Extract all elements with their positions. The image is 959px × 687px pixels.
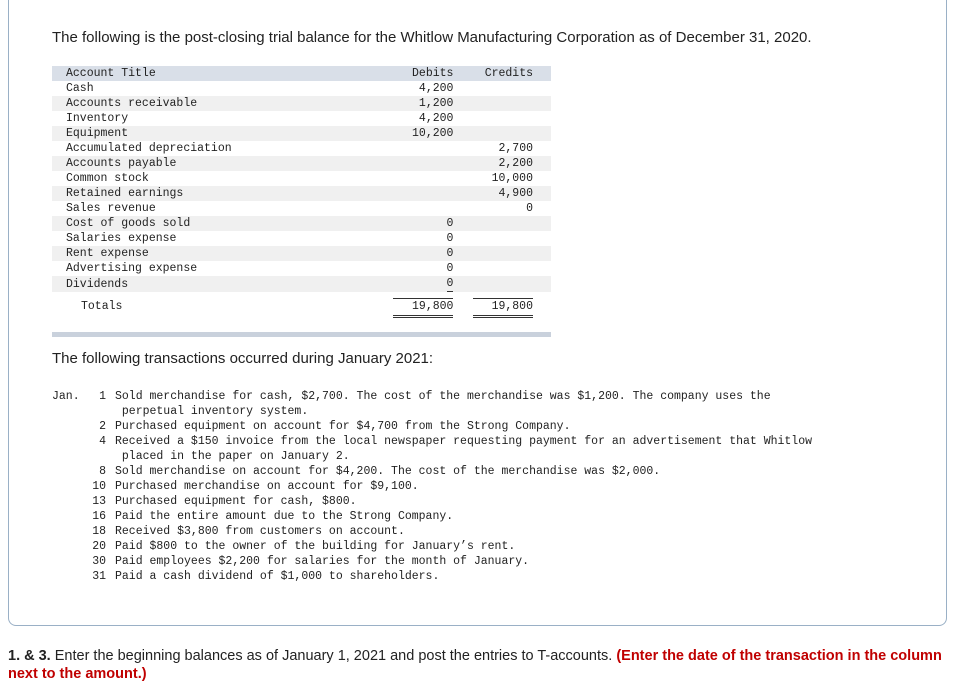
table-spacer — [52, 322, 551, 332]
credit-amount — [457, 111, 551, 126]
transaction-day: 10 — [92, 480, 106, 493]
transaction-description: Paid a cash dividend of $1,000 to shareholders. — [115, 570, 440, 583]
account-name: Accounts receivable — [52, 96, 378, 111]
table-row — [52, 156, 551, 171]
credit-amount — [457, 216, 551, 231]
totals-label: Totals — [81, 300, 123, 313]
totals-debit-cell — [378, 292, 458, 322]
transaction-day: 1 — [99, 390, 106, 403]
debit-cell — [378, 171, 458, 186]
totals-debit: 19,800 — [393, 298, 453, 318]
debit-cell — [378, 186, 458, 201]
debit-amount: 4,200 — [418, 82, 454, 95]
header-debits: Debits — [378, 66, 458, 81]
transaction-description: perpetual inventory system. — [115, 405, 309, 418]
transaction-description: Purchased equipment on account for $4,700 from the Strong Company. — [115, 420, 571, 433]
account-name: Inventory — [66, 112, 129, 125]
debit-cell — [378, 156, 458, 171]
debit-cell — [378, 96, 458, 111]
debit-cell — [378, 231, 458, 246]
credit-amount — [457, 276, 551, 292]
debit-amount: 0 — [446, 217, 454, 230]
trial-balance-table — [52, 66, 551, 337]
credit-amount — [457, 231, 551, 246]
credit-amount — [457, 246, 551, 261]
credit-amount: 0 — [526, 202, 533, 215]
table-row — [52, 276, 551, 292]
debit-cell — [378, 81, 458, 96]
totals-credit: 19,800 — [473, 298, 533, 318]
debit-cell — [378, 216, 458, 231]
debit-cell — [378, 201, 458, 216]
transaction-day: 13 — [92, 495, 106, 508]
transaction-description: placed in the paper on January 2. — [115, 450, 350, 463]
debit-amount: 0 — [446, 232, 454, 245]
table-row — [52, 81, 551, 96]
question-prompt — [8, 647, 948, 683]
table-row — [52, 171, 551, 186]
account-name: Accumulated depreciation — [66, 142, 232, 155]
transaction-day: 16 — [92, 510, 106, 523]
transaction-description: Sold merchandise on account for $4,200. The cost of the merchandise was $2,000. — [115, 465, 661, 478]
transaction-month: Jan. — [52, 390, 80, 403]
debit-amount: 0 — [446, 262, 454, 275]
credit-amount — [457, 96, 551, 111]
question-instruction: (Enter the date of the transaction in the column next to the amount.) — [8, 648, 942, 682]
account-name: Salaries expense — [66, 232, 177, 245]
transaction-day: 31 — [92, 570, 106, 583]
table-row — [52, 96, 551, 111]
account-name: Cash — [66, 82, 94, 95]
table-footer-bar — [52, 332, 551, 337]
question-number: 1. & 3. — [8, 648, 51, 664]
transaction-day: 8 — [99, 465, 106, 478]
account-name: Equipment — [52, 126, 378, 141]
transactions-heading: The following transactions occurred during January 2021: — [52, 350, 434, 367]
debit-amount: 4,200 — [418, 112, 454, 125]
debit-cell — [378, 276, 458, 292]
credit-amount: 2,200 — [457, 156, 551, 171]
account-name: Rent expense — [52, 246, 378, 261]
totals-credit-cell — [457, 292, 551, 322]
table-row — [52, 261, 551, 276]
transaction-day: 18 — [92, 525, 106, 538]
debit-amount: 10,200 — [412, 127, 454, 140]
credit-amount — [457, 261, 551, 276]
transaction-description: Purchased equipment for cash, $800. — [115, 495, 357, 508]
transaction-description: Received a $150 invoice from the local newspaper requesting payment for an advertisement that Whitlow — [115, 435, 813, 448]
table-header-row — [52, 66, 551, 81]
debit-cell — [378, 141, 458, 156]
transaction-description: Paid $800 to the owner of the building for January’s rent. — [115, 540, 516, 553]
credit-amount: 10,000 — [491, 172, 533, 185]
table-row — [52, 111, 551, 126]
debit-amount: 0 — [446, 277, 454, 290]
question-text: Enter the beginning balances as of January 1, 2021 and post the entries to T-accounts. — [50, 648, 617, 664]
debit-cell — [378, 261, 458, 276]
transaction-description: Paid employees $2,200 for salaries for the month of January. — [115, 555, 530, 568]
table-row — [52, 231, 551, 246]
intro-text: The following is the post-closing trial balance for the Whitlow Manufacturing Corporation as of December 31, 2020. — [52, 29, 812, 46]
transaction-day: 2 — [99, 420, 106, 433]
account-name: Retained earnings — [52, 186, 378, 201]
debit-cell — [378, 111, 458, 126]
transaction-day: 30 — [92, 555, 106, 568]
table-row — [52, 201, 551, 216]
transaction-description: Purchased merchandise on account for $9,100. — [115, 480, 419, 493]
debit-amount: 0 — [446, 247, 454, 260]
table-row — [52, 126, 551, 141]
credit-amount: 4,900 — [457, 186, 551, 201]
transaction-description: Paid the entire amount due to the Strong Company. — [115, 510, 454, 523]
totals-row — [52, 292, 551, 322]
table-row — [52, 246, 551, 261]
account-name: Cost of goods sold — [52, 216, 378, 231]
account-name: Common stock — [66, 172, 149, 185]
header-credits: Credits — [457, 66, 551, 81]
debit-amount: 1,200 — [418, 97, 454, 110]
credit-amount — [457, 126, 551, 141]
credit-amount: 2,700 — [498, 142, 533, 155]
transaction-day: 20 — [92, 540, 106, 553]
transaction-day: 4 — [99, 435, 106, 448]
account-name: Accounts payable — [52, 156, 378, 171]
transaction-description: Sold merchandise for cash, $2,700. The cost of the merchandise was $1,200. The company uses the — [115, 390, 771, 403]
credit-amount — [457, 81, 551, 96]
transaction-description: Received $3,800 from customers on account. — [115, 525, 405, 538]
account-name: Dividends — [52, 276, 378, 292]
table-row — [52, 186, 551, 201]
table-row — [52, 141, 551, 156]
account-name: Advertising expense — [66, 262, 198, 275]
account-name: Sales revenue — [66, 202, 156, 215]
debit-cell — [378, 246, 458, 261]
header-account-title: Account Title — [52, 66, 378, 81]
table-row — [52, 216, 551, 231]
debit-cell — [378, 126, 458, 141]
